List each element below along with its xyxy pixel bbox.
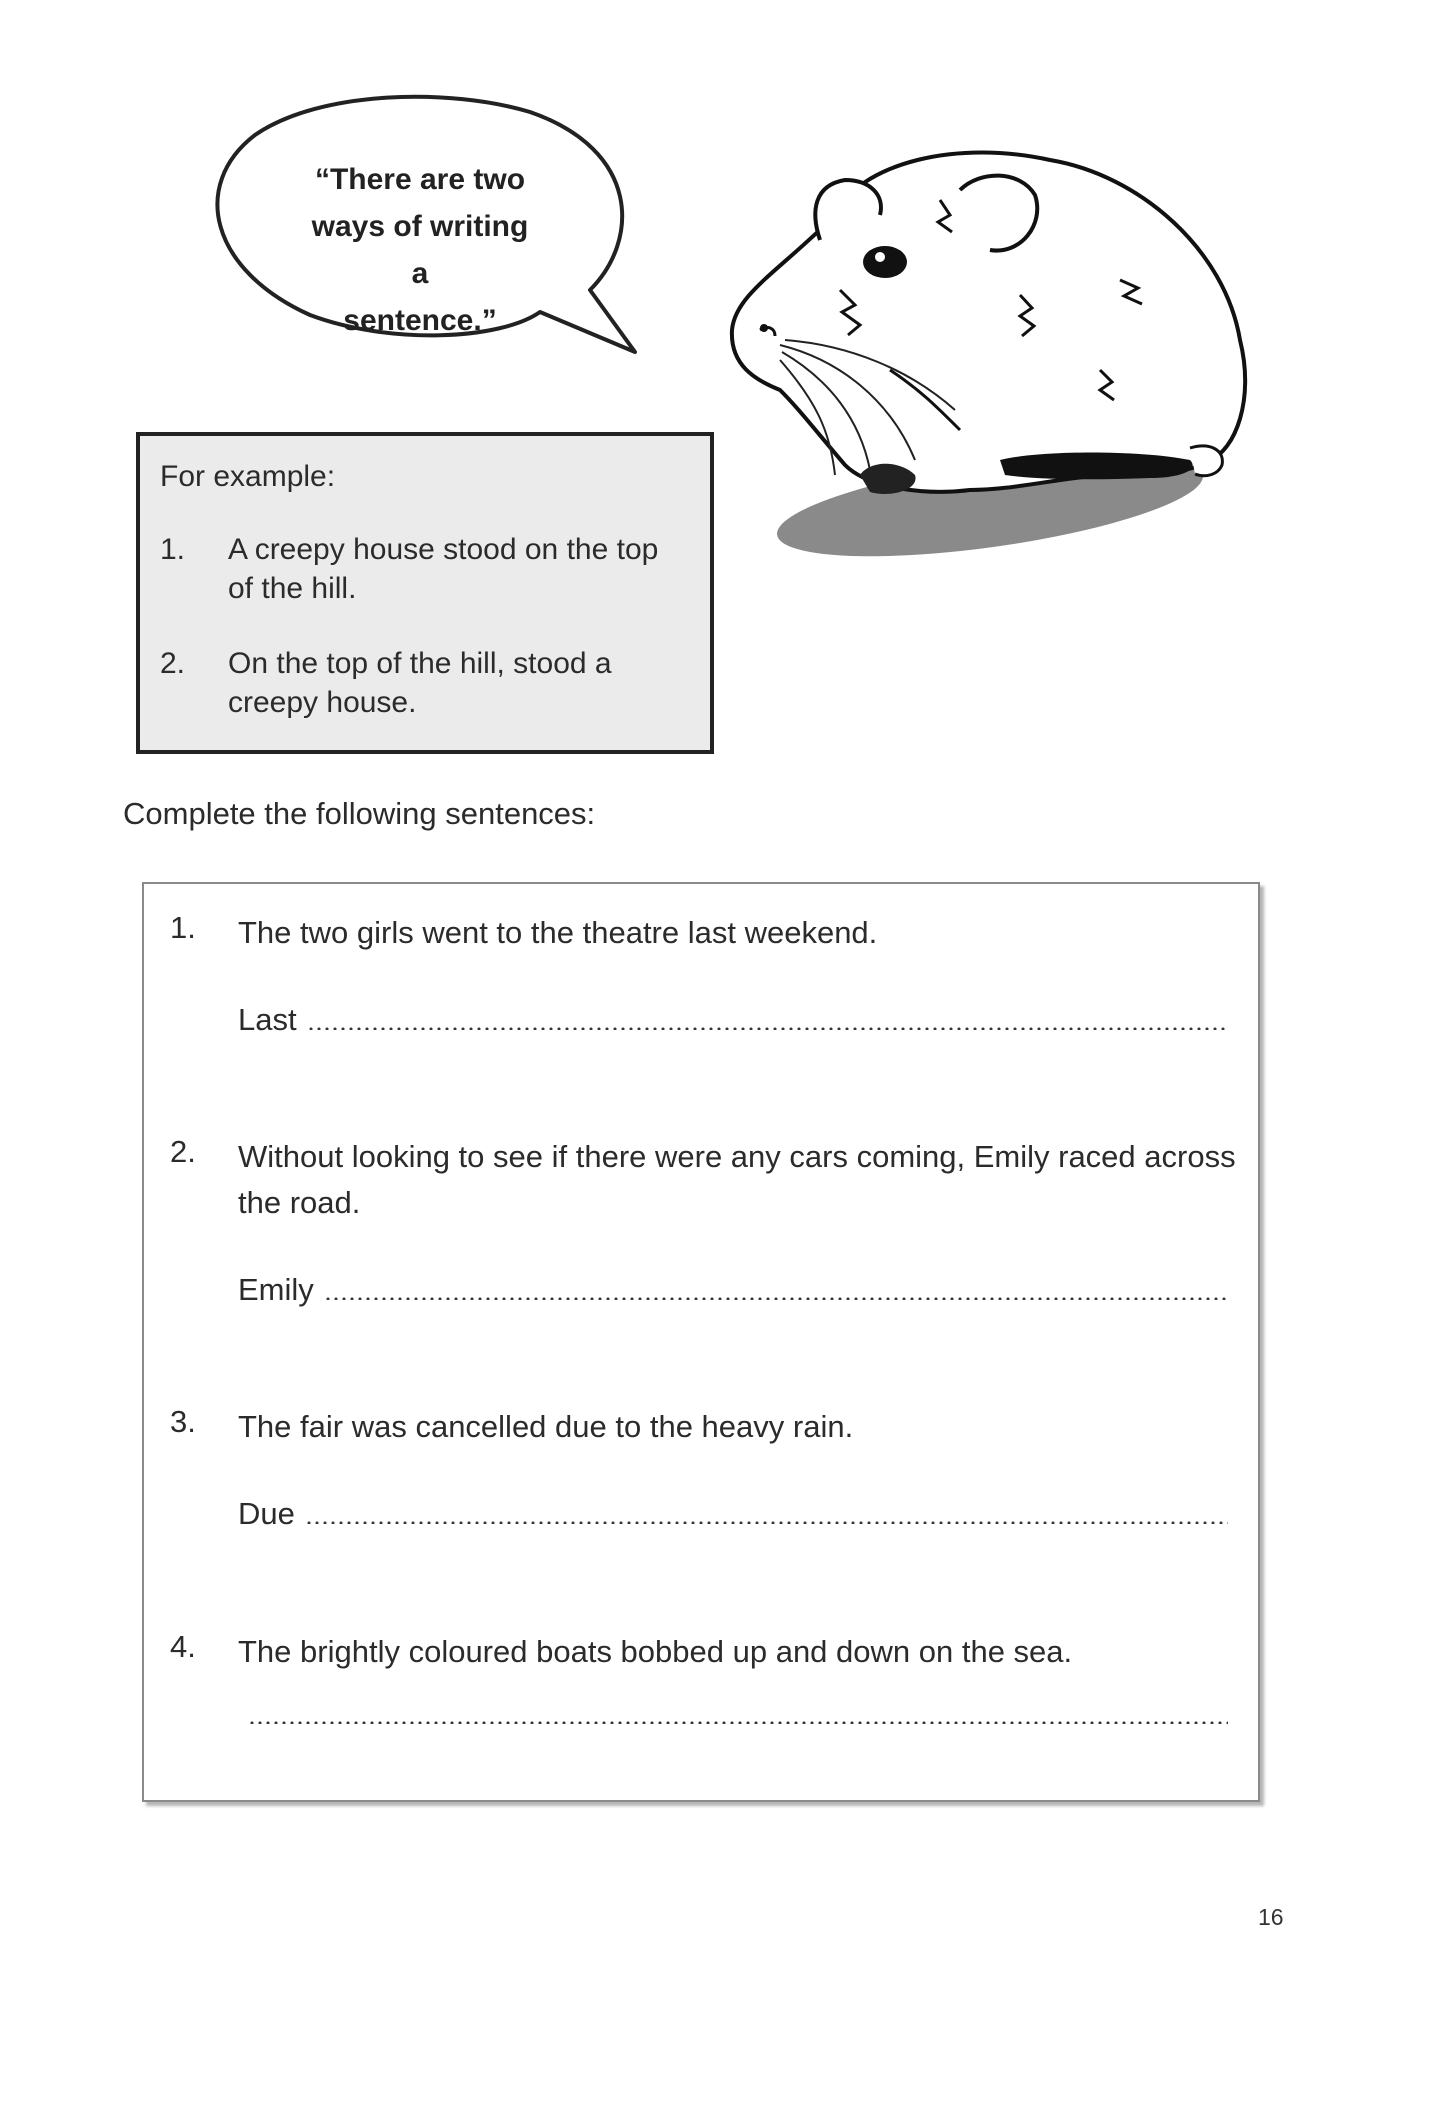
guinea-pig-icon bbox=[720, 130, 1280, 590]
exercise-sentence: The two girls went to the theatre last weekend. bbox=[238, 915, 878, 950]
answer-start: Emily bbox=[238, 1272, 314, 1307]
exercise-sentence: The fair was cancelled due to the heavy rain. bbox=[238, 1409, 854, 1444]
example-number: 1. bbox=[160, 533, 186, 566]
exercise-number: 2. bbox=[170, 1134, 196, 1169]
example-heading: For example: bbox=[160, 460, 336, 493]
answer-line[interactable] bbox=[238, 1272, 1228, 1308]
answer-start: Last bbox=[238, 1002, 297, 1037]
instructions: Complete the following sentences: bbox=[123, 796, 596, 831]
answer-line[interactable] bbox=[238, 1721, 1228, 1732]
page-number: 16 bbox=[1258, 1904, 1284, 1930]
exercise-sentence: The brightly coloured boats bobbed up and down on the sea. bbox=[238, 1634, 1073, 1669]
dotted-line bbox=[307, 1027, 1228, 1030]
exercise-sentence: Without looking to see if there were any cars coming, Emily raced across the road. bbox=[238, 1139, 1236, 1220]
answer-start: Due bbox=[238, 1496, 295, 1531]
example-number: 2. bbox=[160, 647, 186, 680]
example-box bbox=[136, 432, 714, 754]
dotted-line bbox=[248, 1721, 1228, 1724]
exercise-number: 3. bbox=[170, 1404, 196, 1439]
speech-line: sentence.” bbox=[343, 304, 497, 337]
answer-line[interactable] bbox=[238, 1002, 1228, 1038]
speech-bubble-text bbox=[300, 156, 540, 344]
dotted-line bbox=[324, 1297, 1228, 1300]
example-text: A creepy house stood on the top of the hill. bbox=[228, 533, 659, 605]
speech-line: ways of writing a bbox=[311, 210, 529, 290]
exercise-box bbox=[142, 882, 1260, 1802]
example-item bbox=[160, 644, 690, 722]
speech-line: “There are two bbox=[314, 163, 526, 196]
example-text: On the top of the hill, stood a creepy house. bbox=[228, 647, 612, 719]
dotted-line bbox=[305, 1521, 1228, 1524]
example-item bbox=[160, 530, 690, 608]
answer-line[interactable] bbox=[238, 1496, 1228, 1532]
exercise-number: 4. bbox=[170, 1629, 196, 1664]
exercise-number: 1. bbox=[170, 910, 196, 945]
